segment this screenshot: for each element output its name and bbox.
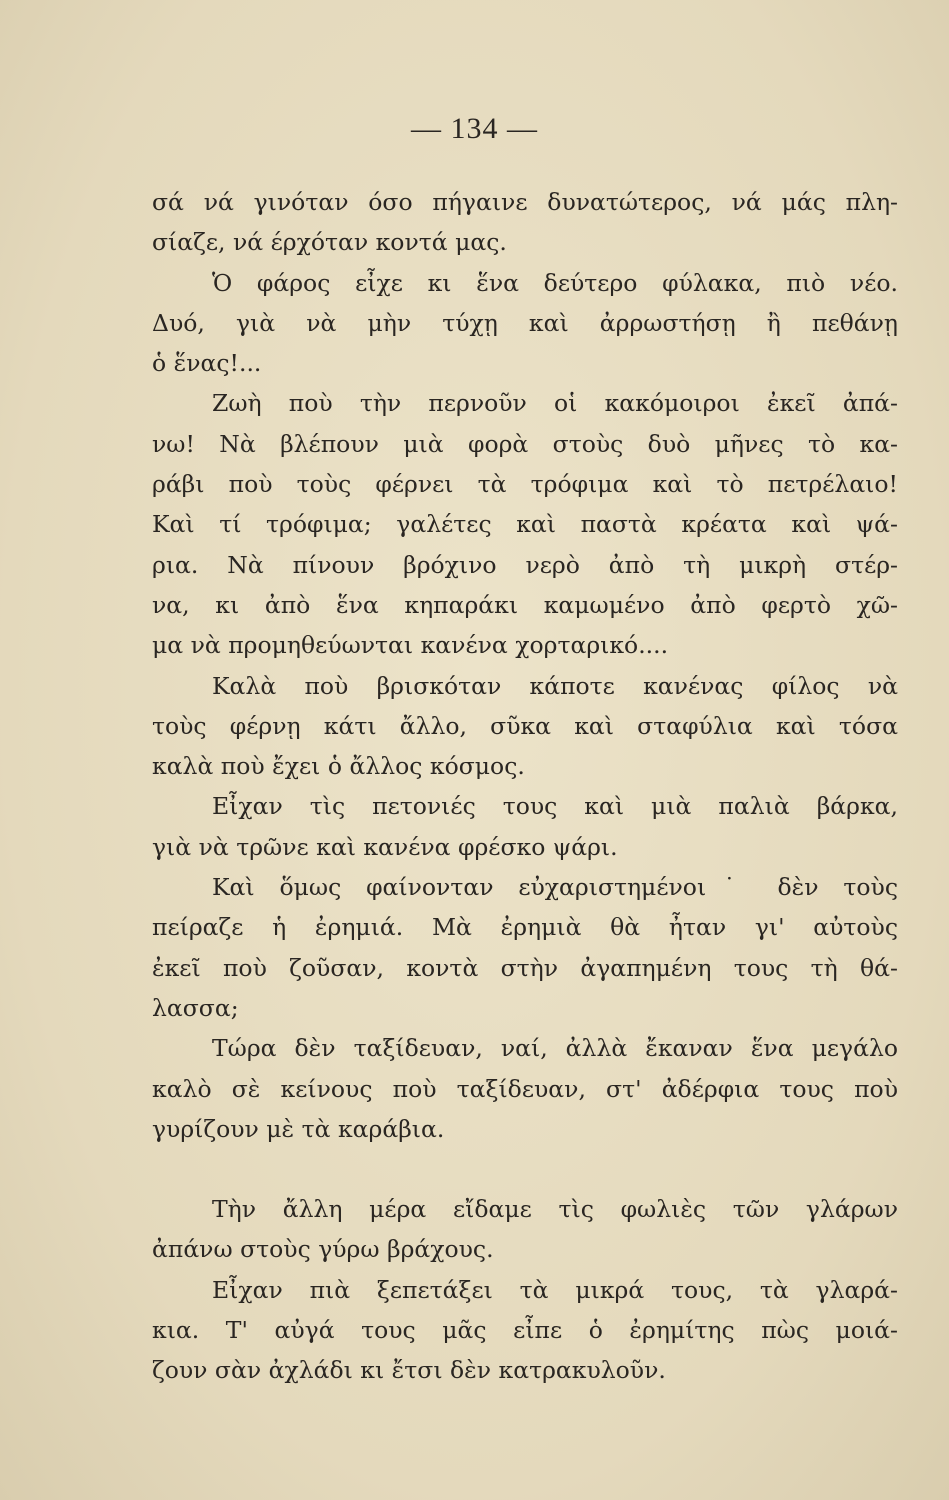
text-line: Καλὰ ποὺ βρισκόταν κάποτε κανένας φίλος νὰ	[212, 671, 898, 700]
text-line: σά νά γινόταν όσο πήγαινε δυνατώτερος, νά μάς πλη-	[152, 188, 898, 216]
text-line: Τώρα δὲν ταξίδευαν, ναί, ἀλλὰ ἔκαναν ἕνα μεγάλο	[212, 1034, 898, 1063]
text-line: Καὶ ὅμως φαίνονταν εὐχαριστημένοι˙ δὲν τοὺς	[212, 873, 898, 902]
text-line: ἐκεῖ ποὺ ζοῦσαν, κοντὰ στὴν ἀγαπημένη τους τὴ θά-	[152, 953, 898, 982]
text-line: να, κι ἀπὸ ἕνα κηπαράκι καμωμένο ἀπὸ φερτὸ χῶ-	[152, 590, 898, 619]
text-line: γιὰ νὰ τρῶνε καὶ κανένα φρέσκο ψάρι.	[152, 832, 618, 861]
text-line: Εἶχαν τὶς πετονιές τους καὶ μιὰ παλιὰ βάρκα,	[212, 792, 898, 821]
text-line: κια. Τ' αὐγά τους μᾶς εἶπε ὁ ἐρημίτης πὼς μοιά-	[152, 1316, 898, 1345]
text-line: Εἶχαν πιὰ ξεπετάξει τὰ μικρά τους, τὰ γλαρά-	[212, 1275, 898, 1304]
text-line: μα νὰ προμηθεύωνται κανένα χορταρικό....	[152, 631, 669, 660]
text-line: πείραζε ἡ ἐρημιά. Μὰ ἐρημιὰ θὰ ἦταν γι' αὐτοὺς	[152, 913, 898, 942]
text-line: ράβι ποὺ τοὺς φέρνει τὰ τρόφιμα καὶ τὸ πετρέλαιο!	[152, 470, 898, 499]
text-line: γυρίζουν μὲ τὰ καράβια.	[152, 1114, 445, 1143]
page-number: — 134 —	[411, 112, 538, 145]
text-line: τοὺς φέρνῃ κάτι ἄλλο, σῦκα καὶ σταφύλια καὶ τόσα	[152, 711, 898, 740]
text-line: Ὁ φάρος εἶχε κι ἕνα δεύτερο φύλακα, πιὸ νέο.	[212, 268, 898, 297]
body-text	[152, 182, 898, 1391]
text-line: ζουν σὰν ἀχλάδι κι ἔτσι δὲν κατρακυλοῦν.	[152, 1356, 666, 1385]
text-line: Δυό, γιὰ νὰ μὴν τύχῃ καὶ ἀρρωστήσῃ ἢ πεθάνῃ	[152, 308, 898, 337]
text-line: ρια. Νὰ πίνουν βρόχινο νερὸ ἀπὸ τὴ μικρὴ στέρ-	[152, 550, 898, 579]
text-line: σίαζε, νά έρχόταν κοντά μας.	[152, 228, 507, 257]
text-line: ἀπάνω στοὺς γύρω βράχους.	[152, 1235, 494, 1264]
text-line: νω! Νὰ βλέπουν μιὰ φορὰ στοὺς δυὸ μῆνες τὸ κα-	[152, 429, 898, 458]
text-line: Τὴν ἄλλη μέρα εἴδαμε τὶς φωλιὲς τῶν γλάρων	[212, 1195, 898, 1224]
text-line: καλὸ σὲ κείνους ποὺ ταξίδευαν, στ' ἀδέρφια τους ποὺ	[152, 1074, 898, 1103]
text-line: λασσα;	[152, 993, 239, 1022]
text-line: Ζωὴ ποὺ τὴν περνοῦν οἱ κακόμοιροι ἐκεῖ ἀπά-	[212, 389, 898, 418]
text-line: Καὶ τί τρόφιμα; γαλέτες καὶ παστὰ κρέατα καὶ ψά-	[152, 510, 898, 539]
text-line: καλὰ ποὺ ἔχει ὁ ἄλλος κόσμος.	[152, 752, 525, 781]
text-line: ὁ ἕνας!...	[152, 349, 262, 378]
